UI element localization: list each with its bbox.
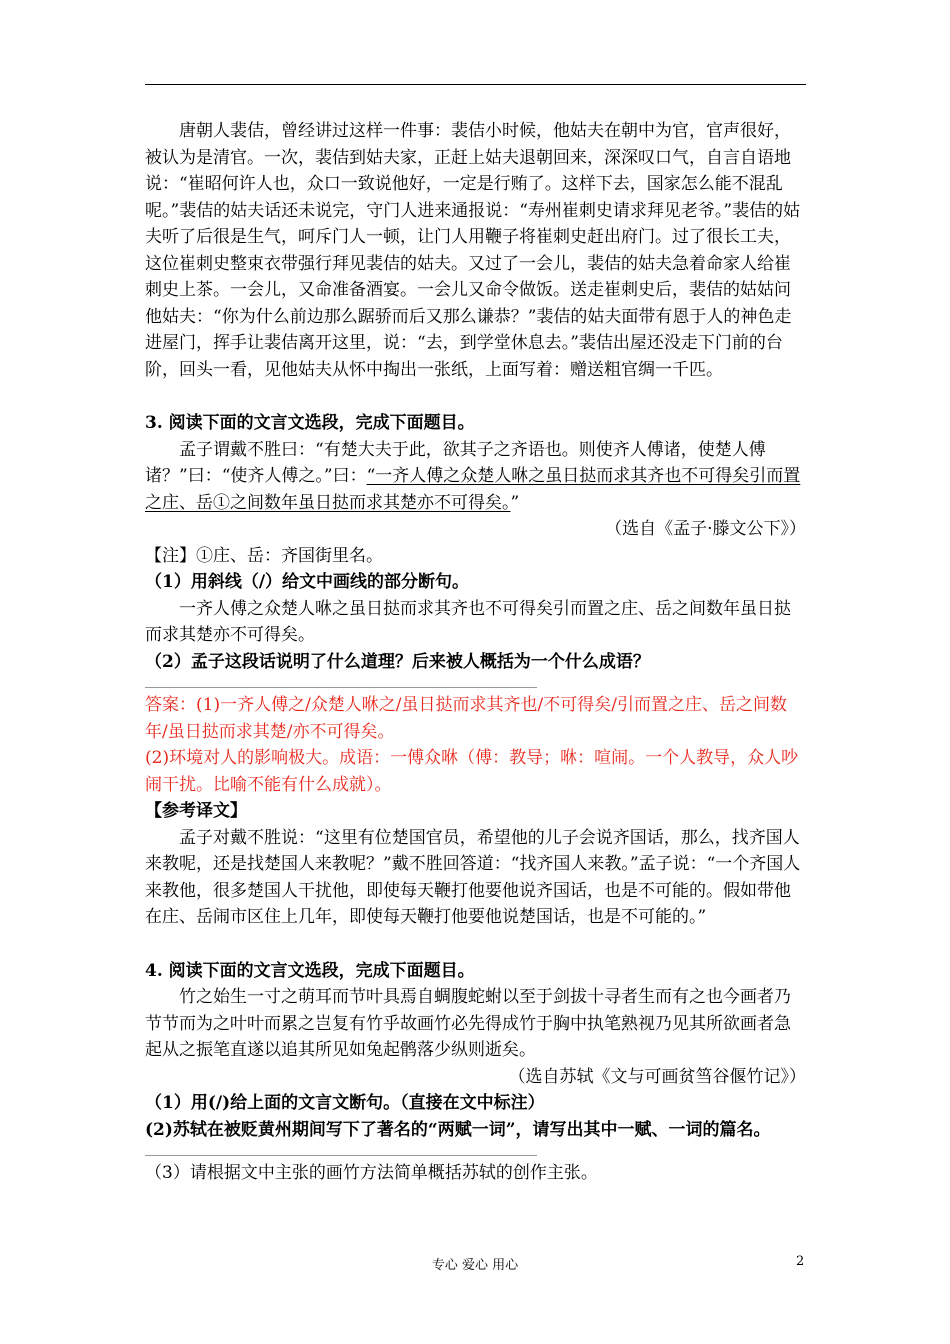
footer-motto: 专心 爱心 用心	[431, 1258, 519, 1273]
story-paragraph: 唐朝人裴佶，曾经讲过这样一件事：裴佶小时候，他姑夫在朝中为官，官声很好，被认为是清官。一次，裴佶到姑夫家，正赶上姑夫退朝回来，深深叹口气，自言自语地说：“崔昭何许人也，众口一致说他好，一定是行贿了。这样下去，国家怎么能不混乱呢。”裴佶的姑夫话还未说完，守门人进来通报说：“寿州崔刺史请求拜见老爷。”裴佶的姑夫听了后很是生气，呵斥门人一顿，让门人用鞭子将崔刺史赶出府门。过了很长工夫，这位崔刺史整束衣带强行拜见裴佶的姑夫。又过了一会儿，裴佶的姑夫急着命家人给崔刺史上茶。一会儿，又命准备酒宴。一会儿又命令做饭。送走崔刺史后，裴佶的姑姑问他姑夫：“你为什么前边那么踞骄而后又那么谦恭？”裴佶的姑夫面带有恩于人的神色走进屋门，挥手让裴佶离开这里，说：“去，到学堂休息去。”裴佶出屋还没走下门前的台阶，回头一看，见他姑夫从怀中掏出一张纸，上面写着：赠送粗官绸一千匹。	[145, 121, 801, 380]
passage-end: ”	[510, 492, 520, 513]
reference-translation-title: 【参考译文】	[145, 801, 247, 821]
answer-rule	[145, 1155, 537, 1156]
question-3-sub2: （2）孟子这段话说明了什么道理？后来被人概括为一个什么成语？	[145, 651, 650, 672]
question-4-title: 4. 阅读下面的文言文选段，完成下面题目。	[145, 960, 475, 981]
question-4-source: （选自苏轼《文与可画贫筜谷偃竹记》）	[508, 1066, 806, 1087]
question-4-sub1: （1）用(/)给上面的文言文断句。（直接在文中标注）	[145, 1093, 545, 1113]
question-3-title: 3. 阅读下面的文言文选段，完成下面题目。	[145, 413, 475, 433]
answer-rule	[145, 687, 537, 688]
question-4-sub3: （3）请根据文中主张的画竹方法简单概括苏轼的创作主张。	[145, 1163, 598, 1183]
question-3-sub1-text: 一齐人傅之众楚人咻之虽日挞而求其齐也不可得矣引而置之庄、岳之间数年虽日挞而求其楚亦不可得矣。	[145, 598, 791, 645]
question-3-sub1: （1）用斜线（/）给文中画线的部分断句。	[145, 572, 470, 592]
passage-underlined: “一齐人傅之众楚人咻之虽日挞而求其齐也不可得矣引而置之庄、岳①之间数年虽日挞而求其楚亦不可得矣。	[145, 466, 801, 513]
reference-translation-text: 孟子对戴不胜说：“这里有位楚国官员，希望他的儿子会说齐国话，那么，找齐国人来教呢，还是找楚国人来教呢？”戴不胜回答道：“找齐国人来教。”孟子说：“一个齐国人来教他，很多楚国人干扰他，即使每天鞭打他要他说齐国话，也是不可能的。假如带他在庄、岳闹市区住上几年，即使每天鞭打他要他说楚国话，也是不可能的。”	[145, 827, 801, 927]
question-3-source: （选自《孟子·滕文公下》）	[605, 519, 806, 539]
spacer	[145, 931, 806, 958]
document-body	[145, 118, 806, 1187]
page-number: 2	[796, 1254, 805, 1269]
spacer	[145, 383, 806, 410]
question-3-passage	[145, 437, 806, 517]
header-rule	[145, 84, 806, 85]
question-4-passage: 竹之始生一寸之萌耳而节叶具焉自蜩腹蛇蚹以至于剑拔十寻者生而有之也今画者乃节节而为之叶叶而累之岂复有竹乎故画竹必先得成竹于胸中执笔熟视乃见其所欲画者急起从之振笔直遂以追其所见如兔起鹘落少纵则逝矣。	[145, 987, 791, 1060]
passage-start: 孟子谓戴不胜曰：“有楚大夫于此，欲其子之齐语也。则使齐人傅诸，使楚人傅诸？”曰：“使齐人傅之。”曰：	[145, 439, 766, 486]
question-3-answer-2: (2)环境对人的影响极大。成语：一傅众咻（傅：教导；咻：喧闹。一个人教导，众人吵闹干扰。比喻不能有什么成就）。	[145, 748, 799, 795]
question-3-note: 【注】①庄、岳：齐国街里名。	[145, 545, 383, 566]
question-3-answer-1: 答案：(1)一齐人傅之/众楚人咻之/虽日挞而求其齐也/不可得矣/引而置之庄、岳之间数年/虽日挞而求其楚/亦不可得矣。	[145, 695, 787, 742]
question-4-sub2: (2)苏轼在被贬黄州期间写下了著名的“两赋一词”，请写出其中一赋、一词的篇名。	[145, 1119, 771, 1140]
